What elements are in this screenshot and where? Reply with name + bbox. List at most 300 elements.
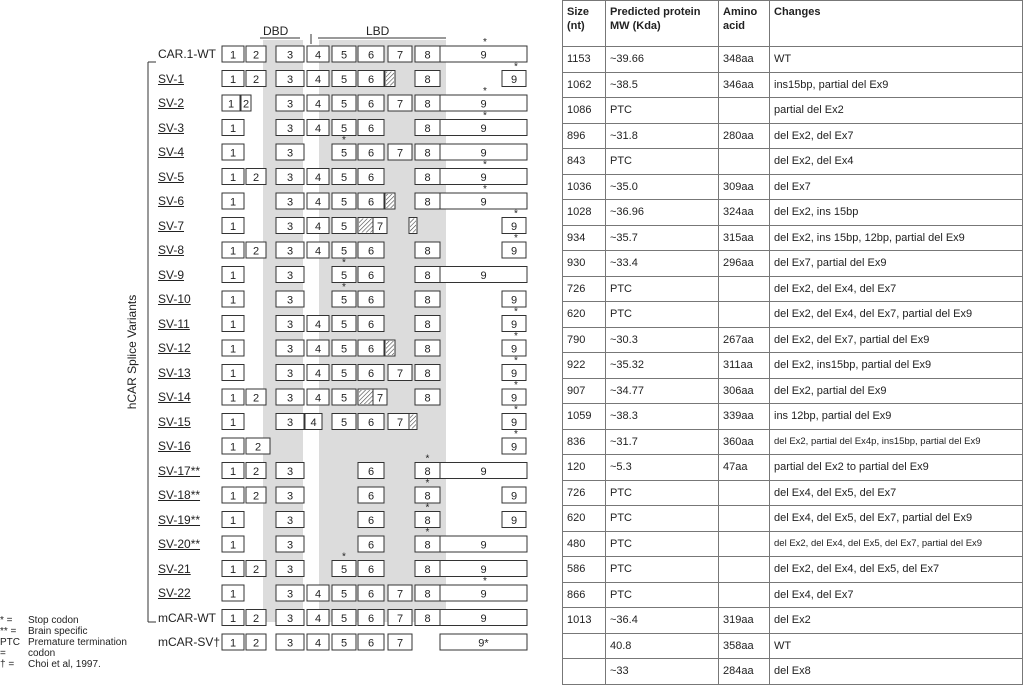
exon-label: 9 — [510, 74, 518, 86]
exon-label: 1 — [229, 147, 237, 160]
exon-label: 7 — [396, 588, 404, 601]
stop-codon-star: * — [483, 37, 487, 48]
exon-label: 9 — [480, 564, 487, 576]
exon-label: 3 — [286, 417, 294, 429]
cell-changes: del Ex7 — [770, 174, 1023, 200]
exon-label: 5 — [340, 417, 348, 429]
variant-name: SV-21 — [158, 561, 191, 576]
exon-label: 1 — [229, 637, 237, 650]
header-changes: Changes — [770, 1, 1023, 47]
exon-label: 8 — [424, 74, 431, 86]
legend-definition: Premature termination codon — [28, 637, 127, 659]
exon-label: 5 — [340, 245, 348, 258]
exon-label: 5 — [340, 147, 348, 160]
variant-name: SV-2 — [158, 96, 185, 110]
cell-changes: del Ex4, del Ex5, del Ex7 — [770, 480, 1023, 506]
exon-label: 6 — [367, 196, 375, 209]
variant-name: SV-16 — [158, 439, 191, 453]
exon-label: 3 — [286, 98, 294, 111]
stop-codon-star: * — [425, 453, 430, 465]
exon-label: 6 — [367, 515, 375, 527]
exon-label: 3 — [286, 221, 294, 233]
exon-label: 2 — [252, 637, 260, 650]
exon-label: 6 — [367, 319, 375, 331]
exon-label: 9 — [480, 613, 487, 625]
variant-name: SV-20** — [158, 537, 201, 551]
cell-changes: del Ex7, partial del Ex9 — [770, 251, 1023, 277]
exon-label: 9 — [510, 515, 518, 527]
table-row — [563, 225, 1023, 251]
exon-label: 9 — [510, 221, 518, 233]
cell-changes: del Ex2, partial del Ex9 — [770, 378, 1023, 404]
exon-label: 7 — [396, 368, 404, 380]
cell-size: 1036 — [563, 174, 606, 200]
exon-label: 8 — [424, 319, 431, 331]
exon-label: 5 — [340, 221, 348, 233]
variant-name: SV-17** — [158, 463, 201, 478]
exon-label: 4 — [314, 221, 322, 233]
legend-symbol: † = — [0, 659, 15, 670]
stop-codon-star: * — [483, 86, 487, 97]
exon-label: 2 — [254, 441, 262, 454]
exon-label: 8 — [424, 49, 431, 62]
legend-item — [0, 637, 150, 659]
table-row — [563, 582, 1023, 608]
cell-aa: 319aa — [719, 608, 770, 634]
exon-label: 4 — [310, 417, 317, 429]
cell-aa — [719, 480, 770, 506]
exon-label: 5 — [340, 49, 348, 62]
cell-aa: 315aa — [719, 225, 770, 251]
exon-label: 1 — [229, 123, 237, 135]
cell-size: 866 — [563, 582, 606, 608]
exon-label: 5 — [340, 343, 348, 356]
exon-label: 9 — [510, 392, 518, 405]
cell-size: 836 — [563, 429, 606, 455]
exon-label: 1 — [229, 294, 237, 307]
exon-label: 3 — [286, 172, 294, 184]
exon-label: 7 — [396, 417, 404, 429]
exon-label: 4 — [314, 49, 322, 62]
table-row — [563, 47, 1023, 73]
cell-aa: 311aa — [719, 353, 770, 379]
cell-changes: ins 12bp, partial del Ex9 — [770, 404, 1023, 430]
cell-mw: PTC — [606, 276, 719, 302]
exon-label: 6 — [367, 368, 375, 380]
cell-aa: 284aa — [719, 659, 770, 685]
cell-size: 934 — [563, 225, 606, 251]
exon-label: 2 — [252, 466, 260, 478]
cell-size: 896 — [563, 123, 606, 149]
variant-name: SV-18** — [158, 488, 201, 502]
cell-changes: del Ex4, del Ex7 — [770, 582, 1023, 608]
table-row — [563, 276, 1023, 302]
variant-name: SV-9 — [158, 267, 185, 282]
exon-label: 9 — [480, 123, 487, 135]
exon-label: 1 — [229, 270, 237, 282]
dbd-label: DBD — [263, 24, 289, 38]
exon-label: 1 — [229, 417, 237, 429]
legend-symbol: PTC = — [0, 637, 20, 659]
table-row — [563, 455, 1023, 481]
legend-definition: Stop codon — [28, 615, 79, 626]
exon-label: 3 — [286, 466, 294, 478]
table-row — [563, 353, 1023, 379]
cell-mw: PTC — [606, 98, 719, 124]
insertion-hatch — [386, 72, 394, 86]
stop-codon-star: * — [514, 355, 518, 367]
cell-mw: ~35.0 — [606, 174, 719, 200]
exon-label: 5 — [340, 98, 348, 111]
stop-codon-star: * — [425, 527, 430, 538]
variant-name: SV-22 — [158, 586, 191, 600]
exon-label: 9 — [510, 368, 518, 380]
table-row — [563, 123, 1023, 149]
cell-changes: WT — [770, 47, 1023, 73]
cell-mw: PTC — [606, 149, 719, 175]
table-row — [563, 378, 1023, 404]
table-row — [563, 251, 1023, 277]
cell-size: 922 — [563, 353, 606, 379]
cell-mw: ~5.3 — [606, 455, 719, 481]
exon-label: 1 — [229, 490, 237, 503]
exon-label: 2 — [252, 613, 260, 625]
exon-label: 1 — [229, 588, 237, 601]
cell-aa: 324aa — [719, 200, 770, 226]
cell-changes: del Ex2, del Ex7 — [770, 123, 1023, 149]
stop-codon-star: * — [425, 502, 430, 514]
exon-label: 9 — [510, 490, 518, 503]
cell-size: 1086 — [563, 98, 606, 124]
exon-label: 3 — [286, 613, 294, 625]
legend-definition: Choi et al, 1997. — [28, 659, 101, 670]
exon-label: 6 — [367, 588, 375, 601]
exon-label: 6 — [367, 613, 375, 625]
exon-label: 4 — [314, 123, 322, 135]
exon-label: 5 — [340, 368, 348, 380]
exon-label: 3 — [286, 270, 294, 282]
exon-label: 8 — [424, 368, 431, 380]
table-row — [563, 531, 1023, 557]
variant-name: mCAR-WT — [158, 610, 216, 625]
cell-changes: del Ex2, del Ex4, del Ex5, del Ex7 — [770, 557, 1023, 583]
exon-label: 1 — [229, 515, 237, 527]
stop-codon-star: * — [483, 576, 487, 587]
exon-label: 3 — [286, 588, 294, 601]
cell-size — [563, 659, 606, 685]
exon-label: 4 — [314, 613, 322, 625]
cell-changes: del Ex2, del Ex4 — [770, 149, 1023, 175]
exon-label: 7 — [396, 147, 404, 160]
stop-codon-star: * — [342, 282, 346, 293]
cell-size — [563, 633, 606, 659]
exon-label: 8 — [424, 270, 431, 282]
stop-codon-star: * — [425, 478, 430, 489]
stop-codon-star: * — [514, 61, 518, 73]
cell-aa: 280aa — [719, 123, 770, 149]
cell-aa: 309aa — [719, 174, 770, 200]
exon-label: 2 — [252, 392, 260, 405]
exon-label: 3 — [286, 196, 294, 209]
variant-name: SV-7 — [158, 218, 185, 233]
variant-name: CAR.1-WT — [158, 47, 216, 61]
exon-label: 7 — [396, 613, 404, 625]
exon-label: 9 — [480, 466, 487, 478]
cell-changes: del Ex2, del Ex4, del Ex7, partial del Ex9 — [770, 302, 1023, 328]
exon-label: 3 — [286, 637, 294, 650]
cell-aa: 346aa — [719, 72, 770, 98]
exon-label: 9 — [510, 319, 518, 331]
cell-mw: PTC — [606, 506, 719, 532]
stop-codon-star: * — [514, 233, 518, 244]
cell-mw: ~38.3 — [606, 404, 719, 430]
stop-codon-star: * — [483, 110, 487, 122]
exon-label: 9 — [480, 49, 487, 62]
exon-label: 9 — [480, 196, 487, 209]
variant-name: SV-6 — [158, 194, 185, 208]
exon-label: 1 — [229, 613, 237, 625]
table-row — [563, 302, 1023, 328]
exon-label: 5 — [340, 319, 348, 331]
exon-label: 9 — [480, 172, 487, 184]
variant-name: SV-8 — [158, 243, 185, 257]
exon-label: 6 — [367, 98, 375, 111]
cell-mw: PTC — [606, 582, 719, 608]
exon-label: 8 — [424, 294, 431, 307]
stop-codon-star: * — [514, 429, 518, 440]
cell-aa: 339aa — [719, 404, 770, 430]
cell-mw: ~31.8 — [606, 123, 719, 149]
exon-label: 3 — [286, 123, 294, 135]
cell-changes: partial del Ex2 — [770, 98, 1023, 124]
exon-label: 8 — [424, 392, 431, 405]
cell-changes: del Ex8 — [770, 659, 1023, 685]
cell-mw: PTC — [606, 302, 719, 328]
table-row — [563, 174, 1023, 200]
exon-label: 6 — [367, 490, 375, 503]
variant-name: mCAR-SV† — [158, 635, 221, 649]
variant-name: SV-12 — [158, 341, 191, 355]
exon-label: 8 — [424, 588, 431, 601]
exon-label: 1 — [229, 319, 237, 331]
exon-label: 9 — [480, 588, 487, 601]
exon-label: 1 — [229, 392, 237, 405]
variant-name: SV-15 — [158, 414, 191, 429]
exon-label: 9* — [478, 637, 489, 650]
variant-name: SV-5 — [158, 169, 185, 184]
cell-mw: ~39.66 — [606, 47, 719, 73]
cell-changes: ins15bp, partial del Ex9 — [770, 72, 1023, 98]
legend-item — [0, 615, 150, 626]
exon-label: 6 — [367, 49, 375, 62]
exon-label: 8 — [424, 196, 431, 209]
cell-aa: 296aa — [719, 251, 770, 277]
exon-label: 6 — [367, 539, 375, 552]
exon-label: 8 — [424, 147, 431, 160]
stop-codon-star: * — [514, 331, 518, 342]
exon-label: 3 — [286, 392, 294, 405]
exon-label: 9 — [480, 98, 487, 111]
table-row — [563, 557, 1023, 583]
exon-label: 4 — [314, 588, 322, 601]
cell-changes: del Ex4, del Ex5, del Ex7, partial del Ex9 — [770, 506, 1023, 532]
stop-codon-star: * — [483, 159, 487, 171]
cell-size: 586 — [563, 557, 606, 583]
exon-label: 6 — [367, 123, 375, 135]
table-row — [563, 98, 1023, 124]
stop-codon-star: * — [514, 380, 518, 391]
exon-label: 2 — [252, 49, 260, 62]
cell-mw: ~36.96 — [606, 200, 719, 226]
exon-label: 3 — [286, 343, 294, 356]
cell-aa — [719, 506, 770, 532]
table-row — [563, 429, 1023, 455]
table-row — [563, 327, 1023, 353]
cell-changes: del Ex2, ins15bp, partial del Ex9 — [770, 353, 1023, 379]
cell-size: 1153 — [563, 47, 606, 73]
cell-changes: del Ex2, partial del Ex4p, ins15bp, partial del Ex9 — [770, 429, 1023, 455]
cell-mw: ~34.77 — [606, 378, 719, 404]
exon-label: 4 — [314, 172, 322, 184]
exon-label: 7 — [376, 221, 384, 233]
exon-label: 6 — [367, 564, 375, 576]
exon-label: 8 — [424, 123, 431, 135]
table-row — [563, 608, 1023, 634]
exon-label: 4 — [314, 368, 322, 380]
cell-aa — [719, 557, 770, 583]
variant-name: SV-10 — [158, 292, 191, 306]
exon-label: 3 — [286, 564, 294, 576]
exon-label: 5 — [340, 637, 348, 650]
cell-size: 790 — [563, 327, 606, 353]
table-row — [563, 149, 1023, 175]
insertion-hatch — [386, 341, 394, 355]
cell-changes: del Ex2, del Ex7, partial del Ex9 — [770, 327, 1023, 353]
header-size: Size (nt) — [563, 1, 606, 47]
legend-symbol: ** = — [0, 626, 17, 637]
legend — [0, 615, 150, 670]
cell-aa — [719, 531, 770, 557]
lbd-label: LBD — [366, 24, 390, 38]
exon-label: 4 — [314, 319, 322, 331]
exon-label: 7 — [396, 49, 404, 62]
exon-label: 3 — [286, 515, 294, 527]
exon-label: 3 — [286, 74, 294, 86]
exon-label: 1 — [229, 49, 237, 62]
exon-label: 1 — [229, 172, 237, 184]
table-row — [563, 72, 1023, 98]
table-row — [563, 480, 1023, 506]
cell-mw: ~36.4 — [606, 608, 719, 634]
cell-mw: PTC — [606, 557, 719, 583]
cell-aa — [719, 582, 770, 608]
insertion-hatch — [410, 219, 416, 233]
exon-label: 2 — [252, 74, 260, 86]
cell-mw: ~33 — [606, 659, 719, 685]
exon-label: 5 — [340, 74, 348, 86]
cell-aa: 306aa — [719, 378, 770, 404]
exon-label: 1 — [229, 466, 237, 478]
exon-label: 3 — [286, 245, 294, 258]
header-aa: Amino acid — [719, 1, 770, 47]
stop-codon-star: * — [342, 257, 346, 269]
cell-size: 1062 — [563, 72, 606, 98]
exon-label: 3 — [286, 294, 294, 307]
exon-label: 9 — [510, 417, 518, 429]
cell-aa — [719, 98, 770, 124]
exon-label: 5 — [340, 294, 348, 307]
exon-label: 4 — [314, 343, 322, 356]
exon-label: 3 — [286, 539, 294, 552]
exon-label: 9 — [510, 441, 518, 454]
exon-label: 5 — [340, 392, 348, 405]
exon-label: 8 — [424, 98, 431, 111]
exon-label: 8 — [424, 466, 431, 478]
variant-name: SV-13 — [158, 365, 191, 380]
exon-label: 4 — [314, 245, 322, 258]
stop-codon-star: * — [514, 404, 518, 416]
exon-label: 4 — [314, 392, 322, 405]
cell-size: 843 — [563, 149, 606, 175]
stop-codon-star: * — [514, 208, 518, 220]
cell-changes: del Ex2, del Ex4, del Ex5, del Ex7, partial del Ex9 — [770, 531, 1023, 557]
variant-table — [562, 0, 1023, 685]
exon-label: 2 — [252, 172, 260, 184]
insertion-hatch — [386, 194, 394, 208]
insertion-hatch — [410, 415, 416, 429]
exon-label: 5 — [340, 564, 348, 576]
exon-label: 1 — [229, 441, 237, 454]
exon-label: 3 — [286, 368, 294, 380]
legend-definition: Brain specific — [28, 626, 88, 637]
exon-label: 7 — [396, 637, 404, 650]
exon-label: 9 — [510, 245, 518, 258]
stop-codon-star: * — [342, 135, 346, 146]
cell-changes: del Ex2, del Ex4, del Ex7 — [770, 276, 1023, 302]
variant-name: SV-11 — [158, 316, 190, 331]
exon-label: 2 — [252, 490, 260, 503]
variant-name: SV-1 — [158, 71, 185, 86]
cell-size: 620 — [563, 302, 606, 328]
exon-label: 8 — [424, 613, 431, 625]
exon-label: 3 — [286, 147, 294, 160]
exon-label: 5 — [340, 270, 348, 282]
exon-label: 6 — [367, 74, 375, 86]
stop-codon-star: * — [514, 306, 518, 318]
exon-label: 5 — [340, 613, 348, 625]
cell-changes: partial del Ex2 to partial del Ex9 — [770, 455, 1023, 481]
exon-label: 1 — [229, 196, 237, 209]
cell-size: 620 — [563, 506, 606, 532]
exon-label: 5 — [340, 588, 348, 601]
exon-label: 8 — [424, 490, 431, 503]
exon-label: 6 — [367, 466, 375, 478]
exon-label: 8 — [424, 172, 431, 184]
cell-mw: ~33.4 — [606, 251, 719, 277]
exon-label: 5 — [340, 123, 348, 135]
exon-label: 5 — [340, 172, 348, 184]
cell-aa — [719, 149, 770, 175]
cell-aa: 47aa — [719, 455, 770, 481]
cell-size: 907 — [563, 378, 606, 404]
exon-label: 7 — [376, 392, 384, 405]
cell-aa — [719, 276, 770, 302]
variant-name: SV-14 — [158, 390, 191, 404]
cell-size: 480 — [563, 531, 606, 557]
cell-size: 726 — [563, 480, 606, 506]
exon-label: 1 — [229, 368, 237, 380]
cell-changes: WT — [770, 633, 1023, 659]
